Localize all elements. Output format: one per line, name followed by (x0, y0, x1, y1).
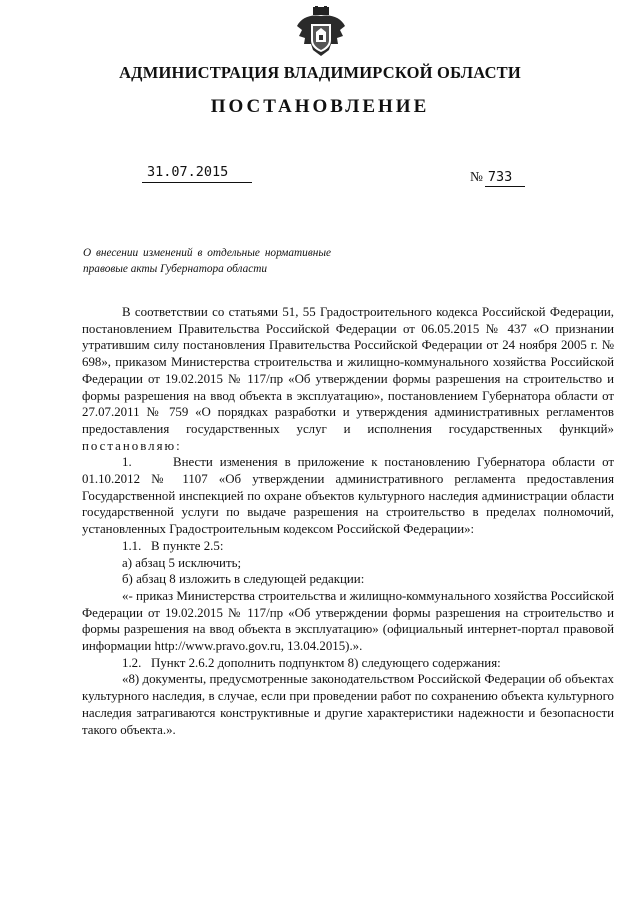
document-subject: О внесении изменений в отдельные нормативные правовые акты Губернатора области (83, 247, 331, 275)
number-sign: № (470, 169, 483, 184)
preamble-text: В соответствии со статьями 51, 55 Градостроительного кодекса Российской Федерации, постановлением Правительства Российской Федерации от 06.05.2015 № 437 «О признании утратившим силу постановления Правительства Российской Федерации от 24 ноября 2005 г. № 698», приказом Министерства строительства и жилищно-коммунального хозяйства Российской Федерации от 19.02.2015 № 117/пр «Об утверждении формы разрешения на строительство и формы разрешения на ввод объекта в эксплуатацию», постановлением Губернатора области от 27.07.2011 № 759 «О порядках разработки и утверждения административных регламентов предоставления государственных услуг и исполнения государственных функций» (82, 305, 614, 436)
document-number (470, 169, 512, 185)
coat-of-arms-icon (296, 6, 346, 60)
clause-8-quote: «8) документы, предусмотренные законодательством Российской Федерации об объектах культурного наследия, в случае, если при проведении работ по сохранению объекта культурного наследия затрагиваются конструктивные и другие характеристики надежности и безопасности такого объекта.». (82, 672, 614, 737)
clause-1-1: 1.1. В пункте 2.5: (122, 538, 224, 553)
clause-1-2: 1.2. Пункт 2.6.2 дополнить подпунктом 8) следующего содержания: (122, 655, 501, 670)
clause-a: а) абзац 5 исключить; (122, 555, 242, 570)
clause-b-quote: «- приказ Министерства строительства и жилищно-коммунального хозяйства Российской Федерации от 19.02.2015 № 117/пр «Об утверждении формы разрешения на строительство и формы разрешения на ввод объекта в эксплуатацию» (официальный интернет-портал правовой информации http://www.pravo.gov.ru, 13.04.2015).». (82, 588, 614, 654)
number-underline (485, 186, 525, 187)
preamble-paragraph (82, 304, 614, 454)
document-date: 31.07.2015 (147, 164, 229, 180)
decree-word: постановляю: (82, 438, 182, 453)
document-type: ПОСТАНОВЛЕНИЕ (210, 96, 430, 117)
date-underline (142, 182, 252, 183)
number-value: 733 (487, 169, 513, 185)
organization-name: АДМИНИСТРАЦИЯ ВЛАДИМИРСКОЙ ОБЛАСТИ (119, 63, 521, 82)
clause-1: 1. Внести изменения в приложение к постановлению Губернатора области от 01.10.2012 № 1107 «Об утверждении административного регламента предоставления Государственной инспекцией по охране объектов культурного наследия администрации области государственной услуги по выдаче разрешения на строительство в пределах полномочий, установленных Градостроительным кодексом Российской Федерации»: (82, 455, 614, 537)
document-body (82, 304, 614, 738)
clause-b: б) абзац 8 изложить в следующей редакции: (122, 572, 365, 587)
